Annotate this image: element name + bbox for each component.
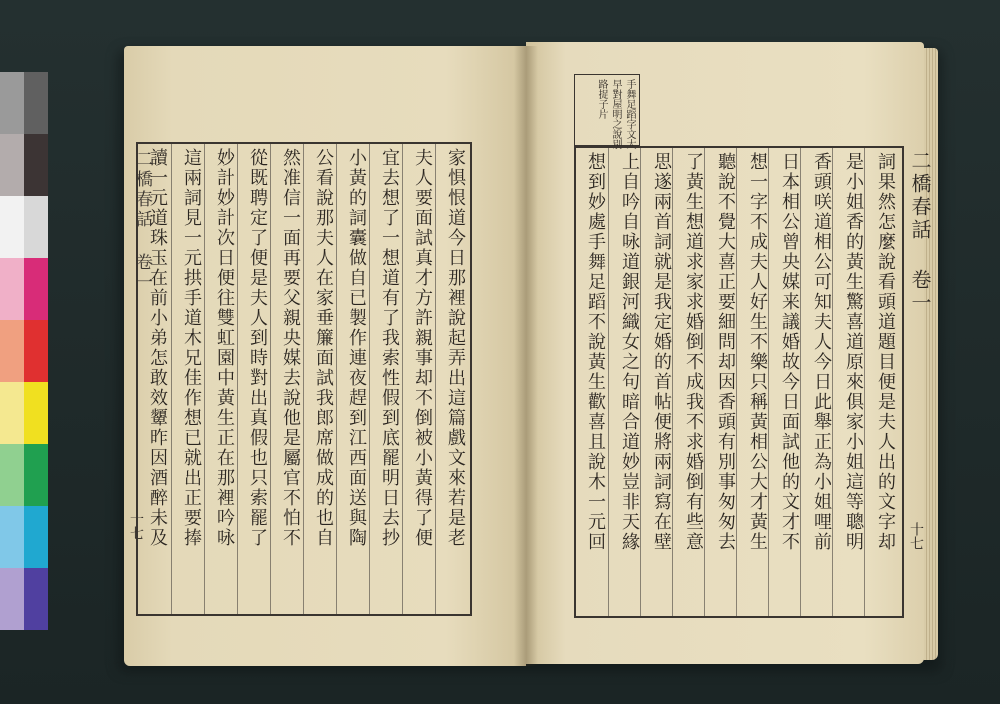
color-swatch: [24, 258, 48, 320]
color-swatch: [0, 196, 24, 258]
column-rule: [832, 148, 833, 616]
color-swatch: [24, 134, 48, 196]
text-column: 了黃生想道求家求婚倒不成我不求婚倒有些意: [683, 152, 704, 552]
column-rule: [204, 144, 205, 614]
note-line: 路捉子片: [596, 79, 607, 119]
color-swatch: [0, 382, 24, 444]
text-column: 小黃的詞囊做自已製作連夜趕到江西面送與陶: [346, 148, 367, 548]
column-rule: [864, 148, 865, 616]
book-gutter: [514, 46, 538, 666]
column-rule: [369, 144, 370, 614]
column-rule: [237, 144, 238, 614]
left-text-frame: [136, 142, 472, 616]
text-column: 聽說不覺大喜正要細問却因香頭有別事匆匆去: [715, 152, 736, 552]
color-swatch: [24, 382, 48, 444]
color-swatch: [24, 506, 48, 568]
text-column: 上自吟自咏道銀河織女之句暗合道妙豈非天緣: [619, 152, 640, 552]
column-rule: [672, 148, 673, 616]
column-rule: [435, 144, 436, 614]
note-line: 手舞足蹈字文大: [624, 79, 635, 149]
column-rule: [768, 148, 769, 616]
color-swatch: [0, 320, 24, 382]
color-swatch: [24, 568, 48, 630]
column-rule: [303, 144, 304, 614]
color-swatch: [0, 568, 24, 630]
marginal-note: [574, 74, 640, 149]
color-swatch: [24, 444, 48, 506]
column-rule: [704, 148, 705, 616]
text-column: 妙計妙計次日便往雙虹園中黃生正在那裡吟咏: [214, 148, 235, 548]
text-column: 思遂兩首詞就是我定婚的首帖便將兩詞寫在壁: [651, 152, 672, 552]
text-column: 然准信一面再要父親央媒去說他是屬官不怕不: [280, 148, 301, 548]
column-rule: [402, 144, 403, 614]
color-swatch: [0, 72, 24, 134]
color-calibration-strip: [0, 72, 48, 634]
note-line: 早對屋明之說別: [610, 79, 621, 149]
text-column: 公看說那夫人在家垂簾面試我郎席做成的也自: [313, 148, 334, 548]
text-column: 想一字不成夫人好生不樂只稱黃相公大才黃生: [747, 152, 768, 552]
leaf-number: 十七: [908, 522, 924, 550]
color-swatch: [24, 72, 48, 134]
color-swatch: [0, 444, 24, 506]
text-column: 夫人要面試真才方許親事却不倒被小黃得了便: [412, 148, 433, 548]
column-rule: [736, 148, 737, 616]
text-column: 想到妙處手舞足蹈不說黃生歡喜且說木一元回: [585, 152, 606, 552]
text-column: 日本相公曾央媒来議婚故今日面試他的文才不: [779, 152, 800, 552]
book-title: 二橋春話 卷一: [908, 150, 932, 315]
column-rule: [336, 144, 337, 614]
volume-label: 二橋春話 卷一: [132, 150, 152, 293]
leaf-number: 十七: [128, 512, 144, 540]
text-column: 家惧恨道今日那裡說起弄出這篇戲文來若是老: [445, 148, 466, 548]
text-column: 讀一元道珠玉在前小弟怎敢效顰昨因酒醉未及: [147, 148, 168, 548]
column-rule: [171, 144, 172, 614]
column-rule: [800, 148, 801, 616]
text-column: 是小姐香的黃生驚喜道原來俱家小姐這等聰明: [843, 152, 864, 552]
color-swatch: [24, 196, 48, 258]
column-rule: [608, 148, 609, 616]
color-swatch: [0, 258, 24, 320]
color-swatch: [0, 506, 24, 568]
text-column: 宜去想了一想道有了我索性假到底罷明日去抄: [379, 148, 400, 548]
text-column: 從既聘定了便是夫人到時對出真假也只索罷了: [247, 148, 268, 548]
color-swatch: [24, 320, 48, 382]
text-column: 詞果然怎麼說看頭道題目便是夫人出的文字却: [875, 152, 896, 552]
text-column: 香頭咲道相公可知夫人今日此舉正為小姐哩前: [811, 152, 832, 552]
column-rule: [270, 144, 271, 614]
right-text-frame: [574, 146, 904, 618]
color-swatch: [0, 134, 24, 196]
text-column: 這兩詞見一元拱手道木兄佳作想已就出正要捧: [181, 148, 202, 548]
column-rule: [640, 148, 641, 616]
